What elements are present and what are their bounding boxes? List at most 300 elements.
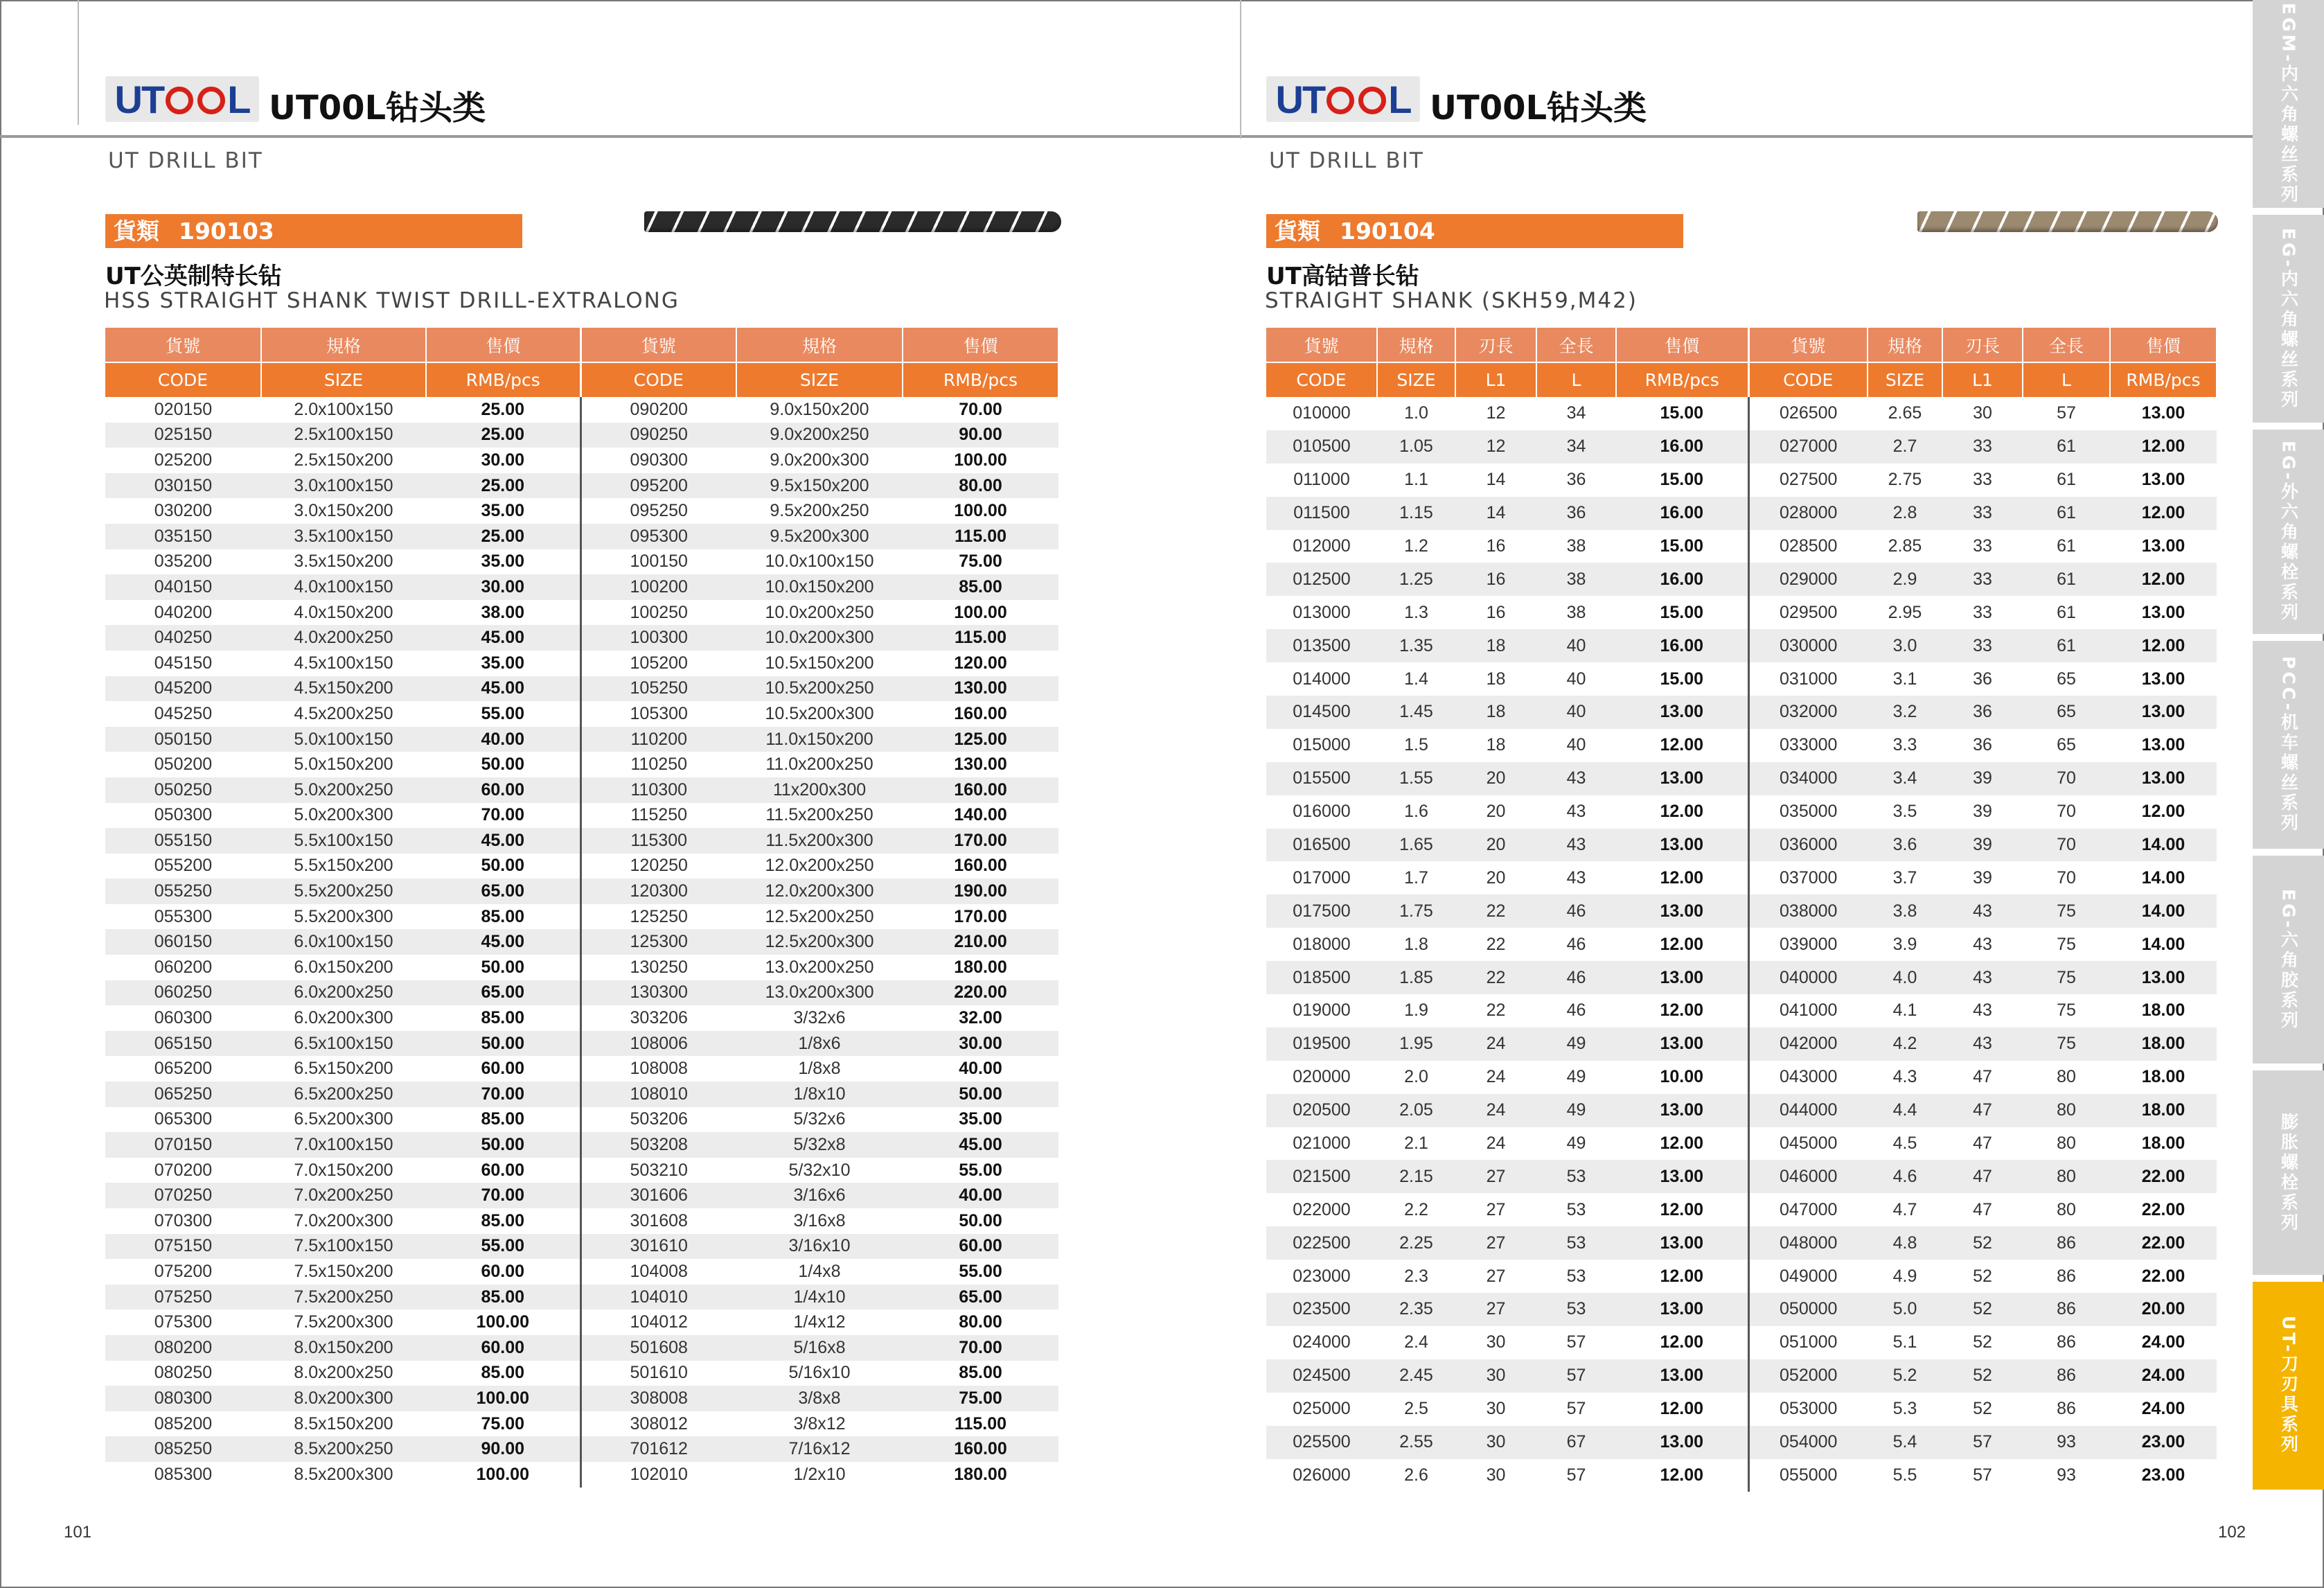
- table-cell: 27: [1455, 1226, 1536, 1260]
- column-header: 全長: [1536, 328, 1616, 362]
- table-cell: 7.5x200x300: [294, 1312, 393, 1332]
- table-cell: 12: [1486, 403, 1506, 423]
- table-row: [1266, 1393, 2217, 1426]
- column-header: CODE: [1266, 362, 1377, 397]
- table-cell: 9.0x150x200: [770, 399, 869, 419]
- table-cell: 9.5x150x200: [736, 473, 903, 499]
- table-cell: 75: [2023, 894, 2110, 928]
- column-header: 規格: [736, 328, 903, 362]
- table-cell: 1.3: [1404, 602, 1428, 622]
- table-cell: 060150: [105, 929, 261, 955]
- table-cell: 10.0x150x200: [736, 574, 903, 600]
- table-cell: 050150: [105, 727, 261, 752]
- table-cell: 27: [1486, 1266, 1506, 1286]
- table-cell: 023500: [1266, 1293, 1377, 1326]
- table-cell: 015500: [1266, 762, 1377, 795]
- table-cell: 4.3: [1892, 1067, 1917, 1087]
- table-cell: 15.00: [1616, 596, 1748, 629]
- table-cell: 016500: [1266, 829, 1377, 862]
- table-row: [1266, 497, 2217, 530]
- table-cell: 2.85: [1888, 536, 1922, 556]
- table-cell: 9.0x200x250: [736, 423, 903, 448]
- table-cell: 5.4: [1868, 1426, 1942, 1459]
- table-cell: 1/8x10: [736, 1082, 903, 1107]
- table-cell: 4.6: [1868, 1160, 1942, 1193]
- table-cell: 2.4: [1404, 1332, 1428, 1352]
- table-cell: 47: [1942, 1094, 2023, 1127]
- table-cell: 4.5x150x200: [261, 676, 426, 702]
- table-cell: 43: [1973, 934, 1992, 954]
- table-cell: 115300: [580, 828, 736, 854]
- page-right: [1241, 0, 2253, 1588]
- table-cell: 080250: [154, 1363, 213, 1383]
- table-cell: 39: [1942, 762, 2023, 795]
- table-cell: 3/16x8: [793, 1210, 846, 1230]
- table-cell: 13.00: [2141, 735, 2185, 755]
- table-cell: 18.00: [2141, 1133, 2185, 1154]
- table-cell: 24.00: [2141, 1332, 2185, 1352]
- table-row: [1266, 961, 2217, 994]
- table-cell: 095300: [580, 524, 736, 549]
- table-cell: 2.5: [1404, 1399, 1428, 1419]
- table-cell: 85.00: [426, 1361, 580, 1386]
- table-cell: 3.6: [1868, 829, 1942, 862]
- table-cell: 70.00: [426, 1082, 580, 1107]
- table-cell: 017000: [1293, 867, 1351, 888]
- table-cell: 3.2: [1868, 696, 1942, 729]
- table-cell: 33: [1973, 536, 1992, 556]
- table-cell: 3.9: [1892, 934, 1917, 954]
- table-cell: 40: [1566, 669, 1586, 689]
- table-cell: 170.00: [903, 828, 1058, 854]
- table-cell: 025150: [105, 423, 261, 448]
- table-cell: 095250: [630, 501, 688, 521]
- section-tab-label: PCC-机车螺丝系列: [2278, 656, 2299, 833]
- table-cell: 130250: [630, 957, 688, 977]
- table-cell: 50.00: [959, 1210, 1002, 1230]
- table-cell: 12.5x200x300: [736, 929, 903, 955]
- table-cell: 017500: [1266, 894, 1377, 928]
- section-tab-label: 膨胀螺栓系列: [2278, 1112, 2299, 1233]
- table-cell: 7.0x200x250: [261, 1183, 426, 1208]
- table-row: [105, 879, 1058, 904]
- logo-letter-u: U: [1275, 77, 1302, 121]
- table-cell: 65.00: [903, 1285, 1058, 1310]
- table-cell: 040000: [1748, 961, 1868, 994]
- table-row: [1266, 397, 2217, 430]
- table-cell: 108010: [580, 1082, 736, 1107]
- table-cell: 13.0x200x300: [736, 980, 903, 1006]
- table-cell: 16.00: [1616, 563, 1748, 596]
- table-cell: 014000: [1293, 669, 1351, 689]
- table-cell: 30: [1486, 1465, 1506, 1485]
- table-cell: 030150: [105, 473, 261, 499]
- table-cell: 10.5x200x250: [736, 676, 903, 702]
- table-header-cn: [1266, 328, 2217, 362]
- table-cell: 021500: [1266, 1160, 1377, 1193]
- table-cell: 125250: [630, 906, 688, 926]
- table-cell: 028500: [1780, 536, 1838, 556]
- table-cell: 20: [1486, 802, 1506, 822]
- table-cell: 308008: [580, 1386, 736, 1411]
- table-cell: 27: [1455, 1293, 1536, 1326]
- table-cell: 025500: [1266, 1426, 1377, 1459]
- table-cell: 80: [2057, 1067, 2076, 1087]
- table-cell: 014500: [1266, 696, 1377, 729]
- table-cell: 14.00: [2141, 867, 2185, 888]
- table-row: [105, 473, 1058, 499]
- table-cell: 100.00: [954, 501, 1007, 521]
- table-cell: 60.00: [426, 777, 580, 803]
- table-cell: 115.00: [954, 1413, 1007, 1433]
- column-header: 售價: [426, 328, 580, 362]
- section-tab-label: EG-内六角螺丝系列: [2278, 227, 2299, 410]
- table-cell: 75.00: [426, 1411, 580, 1437]
- table-cell: 3.1: [1892, 669, 1917, 689]
- table-cell: 85.00: [426, 1208, 580, 1234]
- table-cell: 120300: [580, 879, 736, 904]
- table-cell: 40.00: [959, 1059, 1002, 1079]
- logo-letter-t: T: [1302, 77, 1325, 121]
- table-cell: 24: [1455, 1094, 1536, 1127]
- table-cell: 27: [1455, 1160, 1536, 1193]
- column-header: SIZE: [736, 362, 903, 397]
- table-cell: 033000: [1780, 735, 1838, 755]
- table-cell: 090200: [630, 399, 688, 419]
- table-cell: 2.05: [1377, 1094, 1455, 1127]
- product-title-cn: UT高钴普长钻: [1266, 263, 1419, 290]
- table-row: [105, 955, 1058, 980]
- header-rule: [1241, 135, 2253, 138]
- table-cell: 46: [1566, 934, 1586, 954]
- table-cell: 052000: [1748, 1359, 1868, 1393]
- table-row: [105, 423, 1058, 448]
- table-cell: 015000: [1293, 735, 1351, 755]
- table-cell: 2.65: [1888, 403, 1922, 423]
- table-cell: 47: [1973, 1133, 1992, 1154]
- table-cell: 45.00: [426, 625, 580, 651]
- section-tab[interactable]: [2253, 430, 2324, 634]
- table-cell: 18.00: [2141, 1000, 2185, 1021]
- table-cell: 13.00: [1616, 1027, 1748, 1061]
- section-tab[interactable]: [2253, 1282, 2324, 1490]
- table-cell: 22.00: [2141, 1266, 2185, 1286]
- table-cell: 3.5: [1892, 802, 1917, 822]
- table-cell: 14: [1455, 497, 1536, 530]
- table-cell: 85.00: [426, 1107, 580, 1133]
- table-cell: 93: [2023, 1426, 2110, 1459]
- table-row: [105, 1158, 1058, 1183]
- table-row: [1266, 530, 2217, 563]
- column-header: RMB/pcs: [1616, 362, 1748, 397]
- column-header: 規格: [1377, 328, 1455, 362]
- table-cell: 1/8x8: [798, 1059, 841, 1079]
- table-cell: 30: [1973, 403, 1992, 423]
- table-cell: 18.00: [2110, 1027, 2217, 1061]
- table-cell: 13.00: [2141, 536, 2185, 556]
- table-cell: 1.55: [1377, 762, 1455, 795]
- table-row: [105, 625, 1058, 651]
- table-cell: 3.5x100x150: [261, 524, 426, 549]
- table-row: [105, 1234, 1058, 1260]
- table-cell: 100.00: [954, 602, 1007, 622]
- table-cell: 210.00: [903, 929, 1058, 955]
- table-cell: 9.0x200x300: [770, 450, 869, 470]
- table-row: [105, 1005, 1058, 1031]
- table-cell: 43: [1566, 867, 1586, 888]
- table-cell: 5.5x150x200: [294, 856, 393, 876]
- table-cell: 5.3: [1892, 1399, 1917, 1419]
- table-cell: 15.00: [1616, 530, 1748, 563]
- table-cell: 50.00: [426, 1031, 580, 1057]
- table-cell: 1.2: [1404, 536, 1428, 556]
- table-cell: 52: [1942, 1226, 2023, 1260]
- table-cell: 25.00: [426, 397, 580, 423]
- table-row: [105, 1361, 1058, 1386]
- table-cell: 301606: [580, 1183, 736, 1208]
- table-cell: 13.00: [2141, 470, 2185, 490]
- table-cell: 11.0x200x250: [765, 755, 873, 775]
- table-cell: 5.5x100x150: [261, 828, 426, 854]
- table-cell: 2.95: [1888, 602, 1922, 622]
- table-cell: 046000: [1748, 1160, 1868, 1193]
- table-cell: 86: [2057, 1266, 2076, 1286]
- table-cell: 075150: [105, 1234, 261, 1260]
- table-cell: 30: [1486, 1399, 1506, 1419]
- table-cell: 57: [1942, 1426, 2023, 1459]
- table-cell: 090250: [580, 423, 736, 448]
- table-cell: 61: [2023, 563, 2110, 596]
- table-cell: 019000: [1293, 1000, 1351, 1021]
- table-cell: 048000: [1748, 1226, 1868, 1260]
- table-cell: 24.00: [2110, 1359, 2217, 1393]
- table-cell: 4.0x100x150: [261, 574, 426, 600]
- table-cell: 52: [1942, 1293, 2023, 1326]
- table-cell: 12.00: [1616, 1260, 1748, 1293]
- table-cell: 10.0x100x150: [765, 552, 874, 572]
- column-header: L1: [1455, 362, 1536, 397]
- table-cell: 100300: [580, 625, 736, 651]
- column-header: L: [1536, 362, 1616, 397]
- table-cell: 1/8x6: [736, 1031, 903, 1057]
- table-row: [105, 448, 1058, 473]
- table-cell: 060300: [154, 1008, 213, 1028]
- table-cell: 11x200x300: [736, 777, 903, 803]
- table-cell: 49: [1566, 1067, 1586, 1087]
- table-cell: 13.00: [2110, 696, 2217, 729]
- table-cell: 13.0x200x250: [765, 957, 874, 977]
- table-cell: 36: [1973, 735, 1992, 755]
- table-cell: 160.00: [903, 1436, 1058, 1462]
- section-tab[interactable]: [2253, 1070, 2324, 1275]
- table-cell: 35.00: [426, 651, 580, 676]
- section-tab[interactable]: [2253, 215, 2324, 423]
- table-cell: 14.00: [2141, 934, 2185, 954]
- price-table-left: [105, 328, 1059, 1488]
- column-header: 售價: [1616, 328, 1748, 362]
- table-row: [105, 600, 1058, 626]
- table-cell: 040150: [105, 574, 261, 600]
- section-tab[interactable]: [2253, 0, 2324, 208]
- table-cell: 10.5x150x200: [765, 653, 874, 673]
- table-cell: 13.00: [2141, 403, 2185, 423]
- table-cell: 12.00: [2110, 629, 2217, 662]
- table-cell: 020500: [1266, 1094, 1377, 1127]
- table-cell: 45.00: [426, 676, 580, 702]
- table-row: [105, 1082, 1058, 1107]
- table-cell: 070300: [154, 1210, 213, 1230]
- table-cell: 22: [1486, 1000, 1506, 1021]
- table-cell: 85.00: [426, 904, 580, 930]
- table-cell: 23.00: [2110, 1426, 2217, 1459]
- table-cell: 75.00: [959, 552, 1002, 572]
- table-cell: 4.8: [1868, 1226, 1942, 1260]
- table-cell: 4.2: [1868, 1027, 1942, 1061]
- table-cell: 12.00: [1616, 1459, 1748, 1492]
- table-cell: 025200: [154, 450, 213, 470]
- table-cell: 34: [1566, 403, 1586, 423]
- table-cell: 104012: [630, 1312, 688, 1332]
- table-cell: 011000: [1293, 470, 1350, 490]
- table-cell: 3.0x100x150: [261, 473, 426, 499]
- table-cell: 57: [1566, 1332, 1586, 1352]
- column-header: 規格: [1868, 328, 1942, 362]
- table-cell: 22.00: [2110, 1160, 2217, 1193]
- table-cell: 12.00: [2110, 430, 2217, 464]
- column-header: 刃長: [1455, 328, 1536, 362]
- table-cell: 100.00: [426, 1309, 580, 1335]
- table-cell: 6.5x150x200: [294, 1059, 393, 1079]
- table-cell: 028000: [1748, 497, 1868, 530]
- table-cell: 12.00: [1616, 1393, 1748, 1426]
- drill-bit-image: [1917, 211, 2218, 232]
- table-cell: 13.00: [1616, 1160, 1748, 1193]
- table-cell: 13.00: [1616, 696, 1748, 729]
- table-cell: 93: [2057, 1465, 2076, 1485]
- page-number: 101: [64, 1523, 92, 1542]
- table-cell: 65.00: [426, 879, 580, 904]
- table-cell: 060200: [154, 957, 213, 977]
- table-cell: 110300: [580, 777, 736, 803]
- table-cell: 12.00: [1616, 1193, 1748, 1226]
- table-cell: 22.00: [2110, 1226, 2217, 1260]
- column-header: CODE: [580, 362, 736, 397]
- table-cell: 040200: [154, 602, 213, 622]
- table-cell: 20: [1455, 829, 1536, 862]
- table-cell: 3.5x150x200: [294, 552, 393, 572]
- table-row: [105, 498, 1058, 524]
- table-cell: 22: [1455, 894, 1536, 928]
- page-number: 102: [2218, 1523, 2246, 1542]
- table-cell: 53: [1536, 1160, 1616, 1193]
- table-cell: 036000: [1748, 829, 1868, 862]
- table-row: [105, 676, 1058, 702]
- table-cell: 2.5x150x200: [294, 450, 393, 470]
- table-cell: 55.00: [426, 1234, 580, 1260]
- table-cell: 050300: [154, 805, 213, 825]
- table-cell: 57: [2057, 403, 2076, 423]
- table-row: [105, 549, 1058, 575]
- table-cell: 22.00: [2141, 1199, 2185, 1219]
- table-cell: 52: [1973, 1399, 1992, 1419]
- table-cell: 020000: [1293, 1067, 1351, 1087]
- table-cell: 8.0x200x300: [261, 1386, 426, 1411]
- table-cell: 12.00: [1616, 861, 1748, 894]
- table-cell: 43: [1536, 762, 1616, 795]
- table-cell: 50.00: [426, 854, 580, 879]
- table-cell: 50.00: [426, 752, 580, 777]
- section-tab[interactable]: [2253, 641, 2324, 849]
- table-cell: 054000: [1748, 1426, 1868, 1459]
- table-cell: 100150: [630, 552, 688, 572]
- table-cell: 16.00: [1616, 629, 1748, 662]
- table-cell: 5.0: [1868, 1293, 1942, 1326]
- table-cell: 041000: [1780, 1000, 1838, 1021]
- table-cell: 57: [1973, 1465, 1992, 1485]
- table-cell: 1/4x10: [736, 1285, 903, 1310]
- table-cell: 60.00: [426, 1158, 580, 1183]
- table-cell: 011500: [1266, 497, 1377, 530]
- column-header: SIZE: [1377, 362, 1455, 397]
- table-cell: 30: [1455, 1359, 1536, 1393]
- table-cell: 070150: [105, 1132, 261, 1158]
- table-cell: 120250: [630, 856, 688, 876]
- table-cell: 20.00: [2110, 1293, 2217, 1326]
- table-cell: 86: [2023, 1226, 2110, 1260]
- table-cell: 7.0x150x200: [294, 1160, 393, 1180]
- table-cell: 53: [1536, 1293, 1616, 1326]
- table-cell: 70: [2023, 829, 2110, 862]
- table-cell: 1.45: [1377, 696, 1455, 729]
- table-cell: 110200: [580, 727, 736, 752]
- table-cell: 3/8x8: [736, 1386, 903, 1411]
- table-row: [105, 904, 1058, 930]
- table-cell: 050250: [105, 777, 261, 803]
- table-cell: 13.00: [1616, 1293, 1748, 1326]
- table-cell: 13.00: [1616, 1359, 1748, 1393]
- table-cell: 7.0x200x300: [294, 1210, 393, 1230]
- table-cell: 57: [1566, 1399, 1586, 1419]
- column-header: RMB/pcs: [426, 362, 580, 397]
- table-cell: 4.5x200x250: [294, 703, 393, 723]
- table-cell: 125300: [580, 929, 736, 955]
- table-cell: 055150: [105, 828, 261, 854]
- table-cell: 104010: [580, 1285, 736, 1310]
- table-cell: 36: [1973, 669, 1992, 689]
- table-cell: 70.00: [426, 803, 580, 829]
- table-cell: 053000: [1780, 1399, 1838, 1419]
- table-cell: 24: [1486, 1133, 1506, 1154]
- table-cell: 12.00: [2141, 802, 2185, 822]
- table-cell: 49: [1536, 1027, 1616, 1061]
- table-cell: 18: [1486, 669, 1506, 689]
- table-cell: 85.00: [903, 574, 1058, 600]
- table-cell: 301608: [630, 1210, 688, 1230]
- table-cell: 140.00: [954, 805, 1007, 825]
- table-cell: 13.00: [1616, 1426, 1748, 1459]
- table-cell: 7.5x150x200: [294, 1261, 393, 1281]
- table-cell: 16: [1455, 563, 1536, 596]
- table-cell: 010000: [1293, 403, 1351, 423]
- table-cell: 1.15: [1377, 497, 1455, 530]
- table-row: [105, 1056, 1058, 1082]
- section-tab[interactable]: [2253, 856, 2324, 1064]
- column-header: RMB/pcs: [903, 362, 1058, 397]
- table-cell: 3/32x6: [793, 1008, 846, 1028]
- table-cell: 503206: [630, 1109, 688, 1129]
- table-cell: 7/16x12: [736, 1436, 903, 1462]
- table-cell: 1.25: [1377, 563, 1455, 596]
